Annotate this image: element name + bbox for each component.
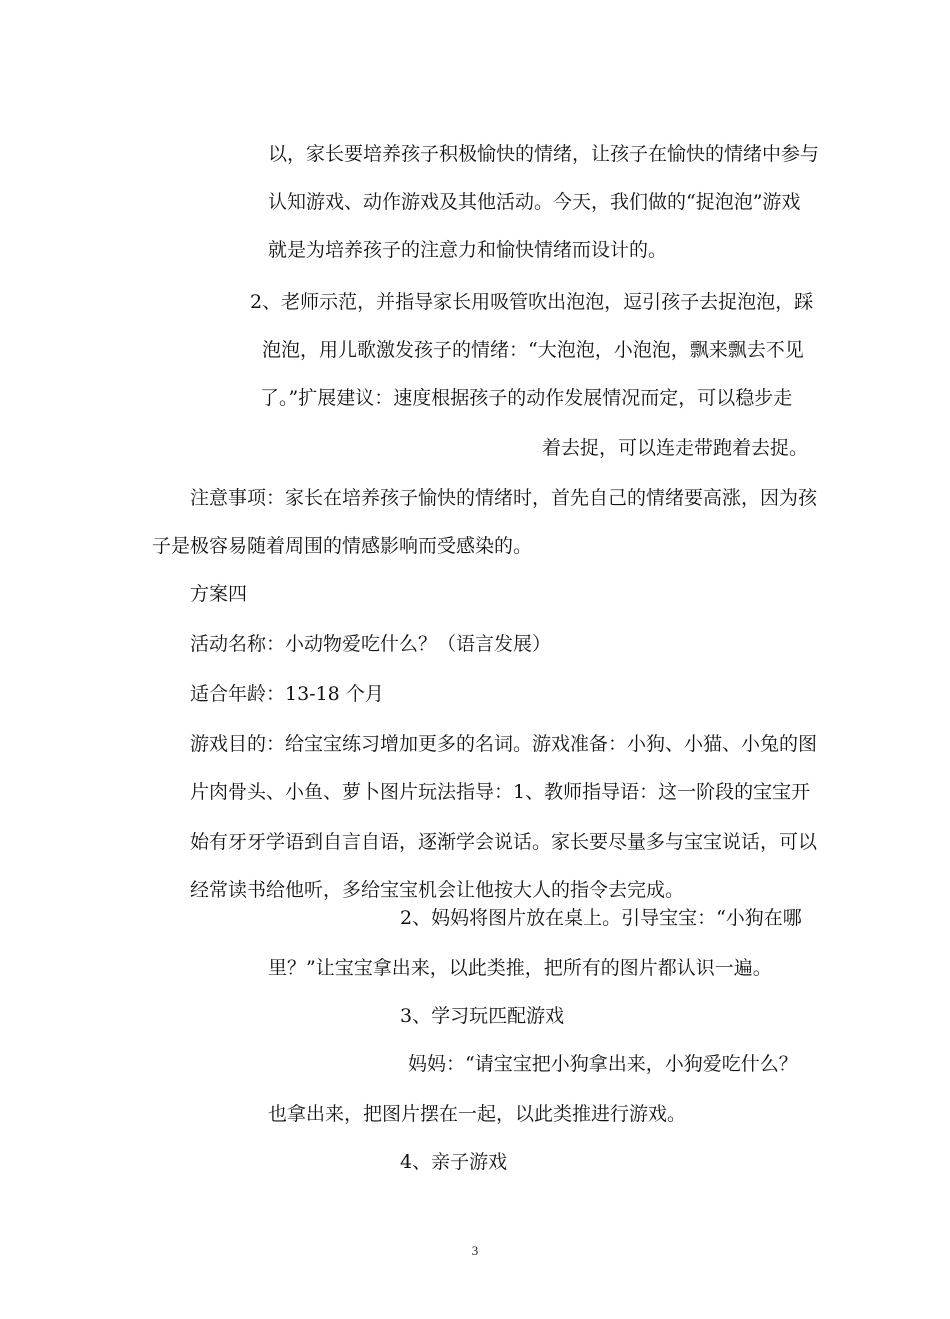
text-line: 了。”扩展建议：速度根据孩子的动作发展情况而定，可以稳步走 <box>260 387 793 409</box>
page-number: 3 <box>471 1243 479 1258</box>
text-line: 以，家长要培养孩子积极愉快的情绪，让孩子在愉快的情绪中参与 <box>268 143 820 165</box>
text-line: 妈妈：“请宝宝把小狗拿出来，小狗爱吃什么？ <box>408 1053 798 1075</box>
text-line: 3、学习玩匹配游戏 <box>400 1005 565 1027</box>
text-line: 认知游戏、动作游戏及其他活动。今天，我们做的“捉泡泡”游戏 <box>268 191 801 213</box>
text-line: 经常读书给他听，多给宝宝机会让他按大人的指令去完成。 <box>190 879 685 901</box>
text-line: 2、妈妈将图片放在桌上。引导宝宝：“小狗在哪 <box>400 907 802 929</box>
text-line: 片肉骨头、小鱼、萝卜图片玩法指导：1、教师指导语：这一阶段的宝宝开 <box>190 781 811 803</box>
text-line: 游戏目的：给宝宝练习增加更多的名词。游戏准备：小狗、小猫、小兔的图 <box>190 733 818 755</box>
text-line: 着去捉，可以连走带跑着去捉。 <box>542 437 809 459</box>
text-line: 始有牙牙学语到自言自语，逐渐学会说话。家长要尽量多与宝宝说话，可以 <box>190 831 818 853</box>
text-line: 2、老师示范，并指导家长用吸管吹出泡泡，逗引孩子去捉泡泡，踩 <box>250 291 814 313</box>
text-line: 活动名称：小动物爱吃什么？（语言发展） <box>190 633 552 655</box>
text-line: 也拿出来，把图片摆在一起，以此类推进行游戏。 <box>268 1103 687 1125</box>
text-line: 适合年龄：13-18 个月 <box>190 683 384 705</box>
text-line: 注意事项：家长在培养孩子愉快的情绪时，首先自己的情绪要高涨，因为孩 <box>190 487 818 509</box>
section-heading: 方案四 <box>190 583 248 605</box>
text-line: 泡泡，用儿歌激发孩子的情绪：“大泡泡，小泡泡，飘来飘去不见 <box>262 339 804 361</box>
text-line: 就是为培养孩子的注意力和愉快情绪而设计的。 <box>268 239 668 261</box>
text-line: 里？”让宝宝拿出来，以此类推，把所有的图片都认识一遍。 <box>268 957 772 979</box>
text-line: 子是极容易随着周围的情感影响而受感染的。 <box>152 535 533 557</box>
text-line: 4、亲子游戏 <box>400 1151 508 1173</box>
